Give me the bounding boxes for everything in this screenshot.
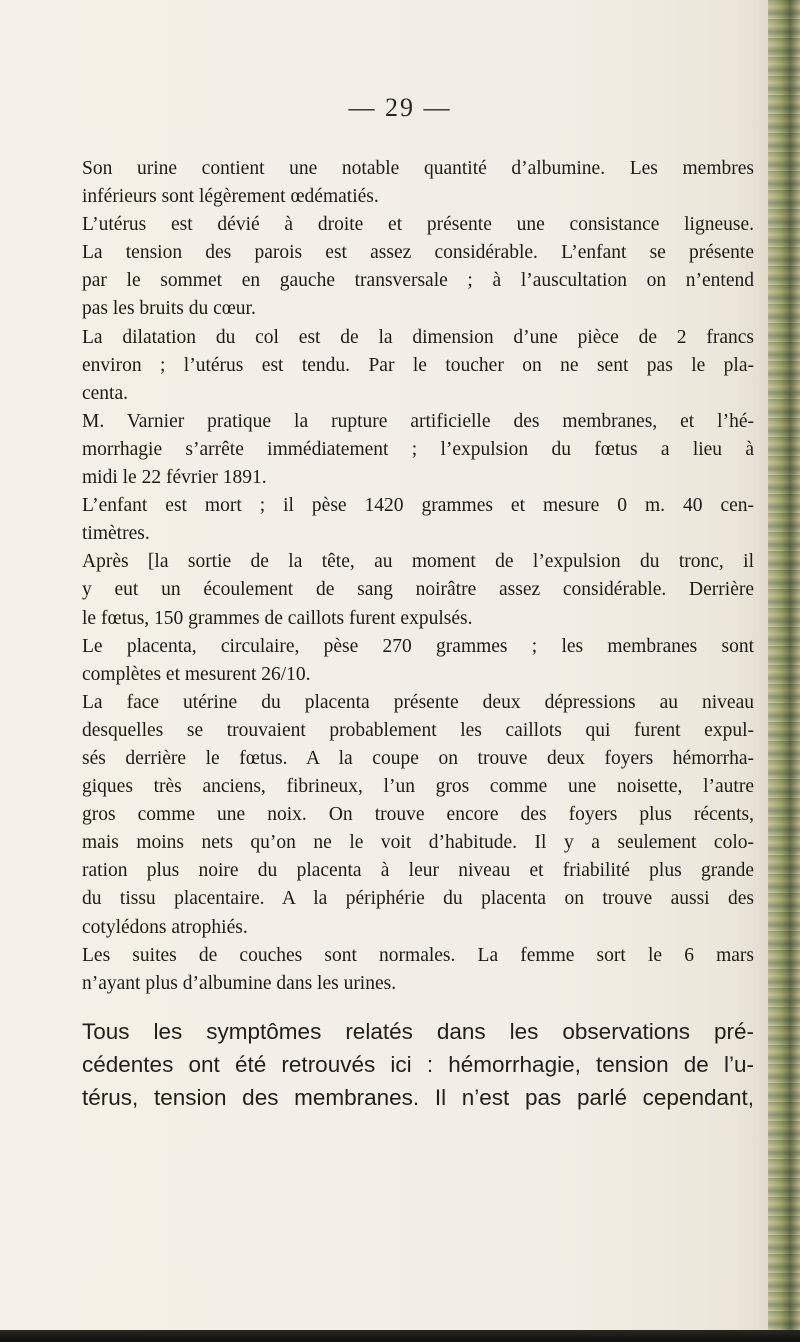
summary-line: térus, tension des membranes. Il n’est pas parlé cependant, — [82, 1085, 754, 1110]
summary-line: Tous les symptômes relatés dans les observations pré- — [82, 1019, 754, 1044]
page-number: — 29 — — [348, 93, 452, 122]
text-line: Après [la sortie de la tête, au moment de l’expulsion du tronc, il — [82, 551, 754, 573]
book-binding-edge — [768, 0, 800, 1330]
text-line: L’utérus est dévié à droite et présente une consistance ligneuse. — [82, 214, 754, 236]
text-line: y eut un écoulement de sang noirâtre assez considérable. Derrière — [82, 579, 754, 601]
text-line: pas les bruits du cœur. — [82, 298, 256, 320]
page-bottom-edge — [0, 1330, 800, 1342]
summary-paragraph — [82, 1015, 754, 1114]
text-line: L’enfant est mort ; il pèse 1420 grammes et mesure 0 m. 40 cen- — [82, 495, 754, 517]
text-line: midi le 22 février 1891. — [82, 467, 267, 489]
text-line: sés derrière le fœtus. A la coupe on trouve deux foyers hémorrha- — [82, 747, 754, 769]
text-line: Son urine contient une notable quantité d’albumine. Les membres — [82, 158, 754, 179]
text-line: morrhagie s’arrête immédiatement ; l’expulsion du fœtus a lieu à — [82, 438, 754, 460]
text-line: environ ; l’utérus est tendu. Par le toucher on ne sent pas le pla- — [82, 354, 754, 376]
text-line: le fœtus, 150 grammes de caillots furent expulsés. — [82, 607, 473, 629]
text-line: du tissu placentaire. A la périphérie du placenta on trouve aussi des — [82, 888, 754, 910]
text-line: mais moins nets qu’on ne le voit d’habitude. Il y a seulement colo- — [82, 832, 754, 854]
text-line: gros comme une noix. On trouve encore des foyers plus récents, — [82, 804, 754, 826]
text-line: cotylédons atrophiés. — [82, 916, 248, 938]
text-line: desquelles se trouvaient probablement les caillots qui furent expul- — [82, 719, 754, 741]
text-line: ration plus noire du placenta à leur niveau et friabilité plus grande — [82, 860, 754, 882]
text-line: par le sommet en gauche transversale ; à l’auscultation on n’entend — [82, 270, 754, 292]
text-line: centa. — [82, 382, 129, 404]
text-line: n’ayant plus d’albumine dans les urines. — [82, 972, 397, 994]
observation-text — [82, 155, 754, 998]
summary-line: cédentes ont été retrouvés ici : hémorrhagie, tension de l’u- — [82, 1052, 754, 1077]
text-line: M. Varnier pratique la rupture artificielle des membranes, et l’hé- — [82, 410, 754, 432]
text-line: timètres. — [82, 523, 150, 545]
text-line: giques très anciens, fibrineux, l’un gros comme une noisette, l’autre — [82, 776, 754, 798]
text-line: Les suites de couches sont normales. La femme sort le 6 mars — [82, 944, 754, 966]
text-line: Le placenta, circulaire, pèse 270 grammes ; les membranes sont — [82, 635, 754, 657]
text-line: La face utérine du placenta présente deux dépressions au niveau — [82, 691, 754, 713]
text-line: complètes et mesurent 26/10. — [82, 663, 311, 685]
text-line: inférieurs sont légèrement œdématiés. — [82, 186, 379, 208]
text-line: La tension des parois est assez considérable. L’enfant se présente — [82, 242, 754, 264]
text-line: La dilatation du col est de la dimension d’une pièce de 2 francs — [82, 326, 754, 348]
